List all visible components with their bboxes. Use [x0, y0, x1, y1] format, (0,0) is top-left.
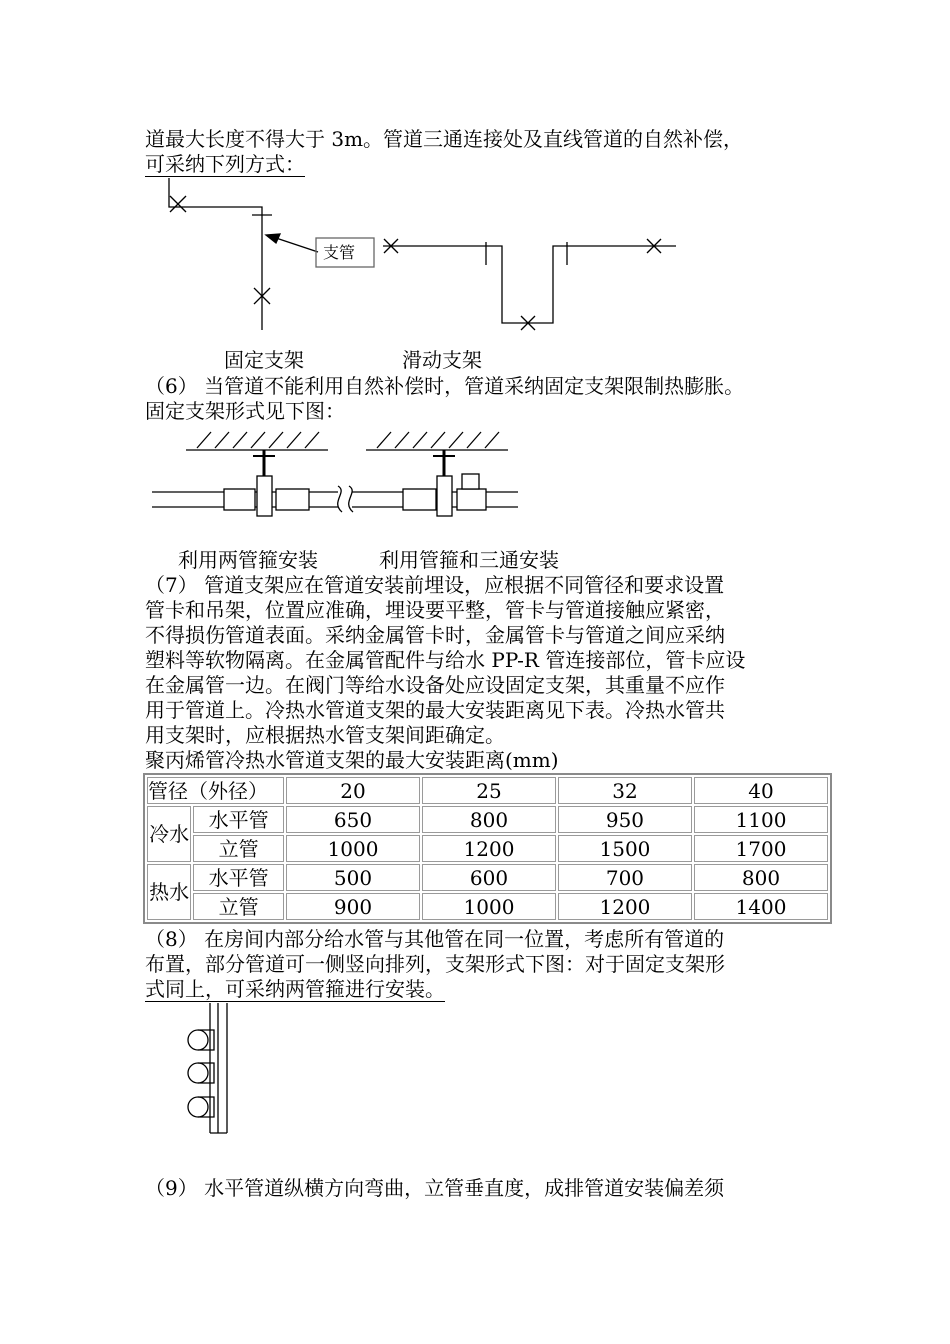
- table-cell: 1100: [694, 806, 828, 833]
- paragraph-line: 用支架时，应根据热水管支架间距确定。: [145, 723, 505, 747]
- table-cell: 650: [286, 806, 420, 833]
- group-cell: 冷水: [147, 806, 191, 862]
- header-cell: 20: [286, 777, 420, 804]
- paragraph-line: 道最大长度不得大于 3m。管道三通连接处及直线管道的自然补偿，: [145, 127, 744, 151]
- table-cell: 1500: [558, 835, 692, 862]
- header-cell: 32: [558, 777, 692, 804]
- table-cell: 800: [422, 806, 556, 833]
- paragraph-line: 式同上，可采纳两管箍进行安装。: [145, 977, 445, 1001]
- table-cell: 500: [286, 864, 420, 891]
- paragraph-line: （6） 当管道不能利用自然补偿时，管道采纳固定支架限制热膨胀。: [145, 374, 745, 398]
- header-cell: 管径（外径）: [147, 777, 284, 804]
- paragraph-line: 塑料等软物隔离。在金属管配件与给水 PP-R 管连接部位，管卡应设: [145, 648, 746, 672]
- table-cell: 900: [286, 893, 420, 920]
- paragraph-line: （7） 管道支架应在管道安装前埋设，应根据不同管径和要求设置: [145, 573, 725, 597]
- branch-pipe-label: 支管: [323, 243, 356, 262]
- row-label-cell: 水平管: [193, 806, 284, 833]
- paragraph-line: （8） 在房间内部分给水管与其他管在同一位置，考虑所有管道的: [145, 927, 725, 951]
- table-cell: 1000: [286, 835, 420, 862]
- row-label-cell: 立管: [193, 835, 284, 862]
- paragraph-line: 布置，部分管道可一侧竖向排列，支架形式下图：对于固定支架形: [145, 952, 725, 976]
- caption-fixed-support: 固定支架: [224, 348, 304, 372]
- paragraph-line: （9） 水平管道纵横方向弯曲，立管垂直度，成排管道安装偏差须: [145, 1176, 725, 1200]
- paragraph-line: 不得损伤管道表面。采纳金属管卡时，金属管卡与管道之间应采纳: [145, 623, 725, 647]
- paragraph-line: 在金属管一边。在阀门等给水设备处应设固定支架，其重量不应作: [145, 673, 725, 697]
- paragraph-line: 可采纳下列方式：: [145, 152, 305, 176]
- table-cell: 1000: [422, 893, 556, 920]
- table-cell: 1400: [694, 893, 828, 920]
- table-cell: 700: [558, 864, 692, 891]
- caption-clamp-and-tee: 利用管箍和三通安装: [379, 548, 559, 572]
- row-label-cell: 水平管: [193, 864, 284, 891]
- caption-sliding-support: 滑动支架: [402, 348, 482, 372]
- caption-two-clamps: 利用两管箍安装: [178, 548, 318, 572]
- paragraph-line: 固定支架形式见下图：: [145, 399, 345, 423]
- header-cell: 40: [694, 777, 828, 804]
- row-label-cell: 立管: [193, 893, 284, 920]
- group-cell: 热水: [147, 864, 191, 920]
- table-cell: 950: [558, 806, 692, 833]
- table-cell: 1200: [558, 893, 692, 920]
- table-cell: 1200: [422, 835, 556, 862]
- table-cell: 1700: [694, 835, 828, 862]
- table-title: 聚丙烯管冷热水管道支架的最大安装距离(mm): [145, 748, 559, 772]
- paragraph-line: 管卡和吊架，位置应准确，埋设要平整，管卡与管道接触应紧密，: [145, 598, 725, 622]
- table-cell: 600: [422, 864, 556, 891]
- paragraph-line: 用于管道上。冷热水管道支架的最大安装距离见下表。冷热水管共: [145, 698, 725, 722]
- table-cell: 800: [694, 864, 828, 891]
- header-cell: 25: [422, 777, 556, 804]
